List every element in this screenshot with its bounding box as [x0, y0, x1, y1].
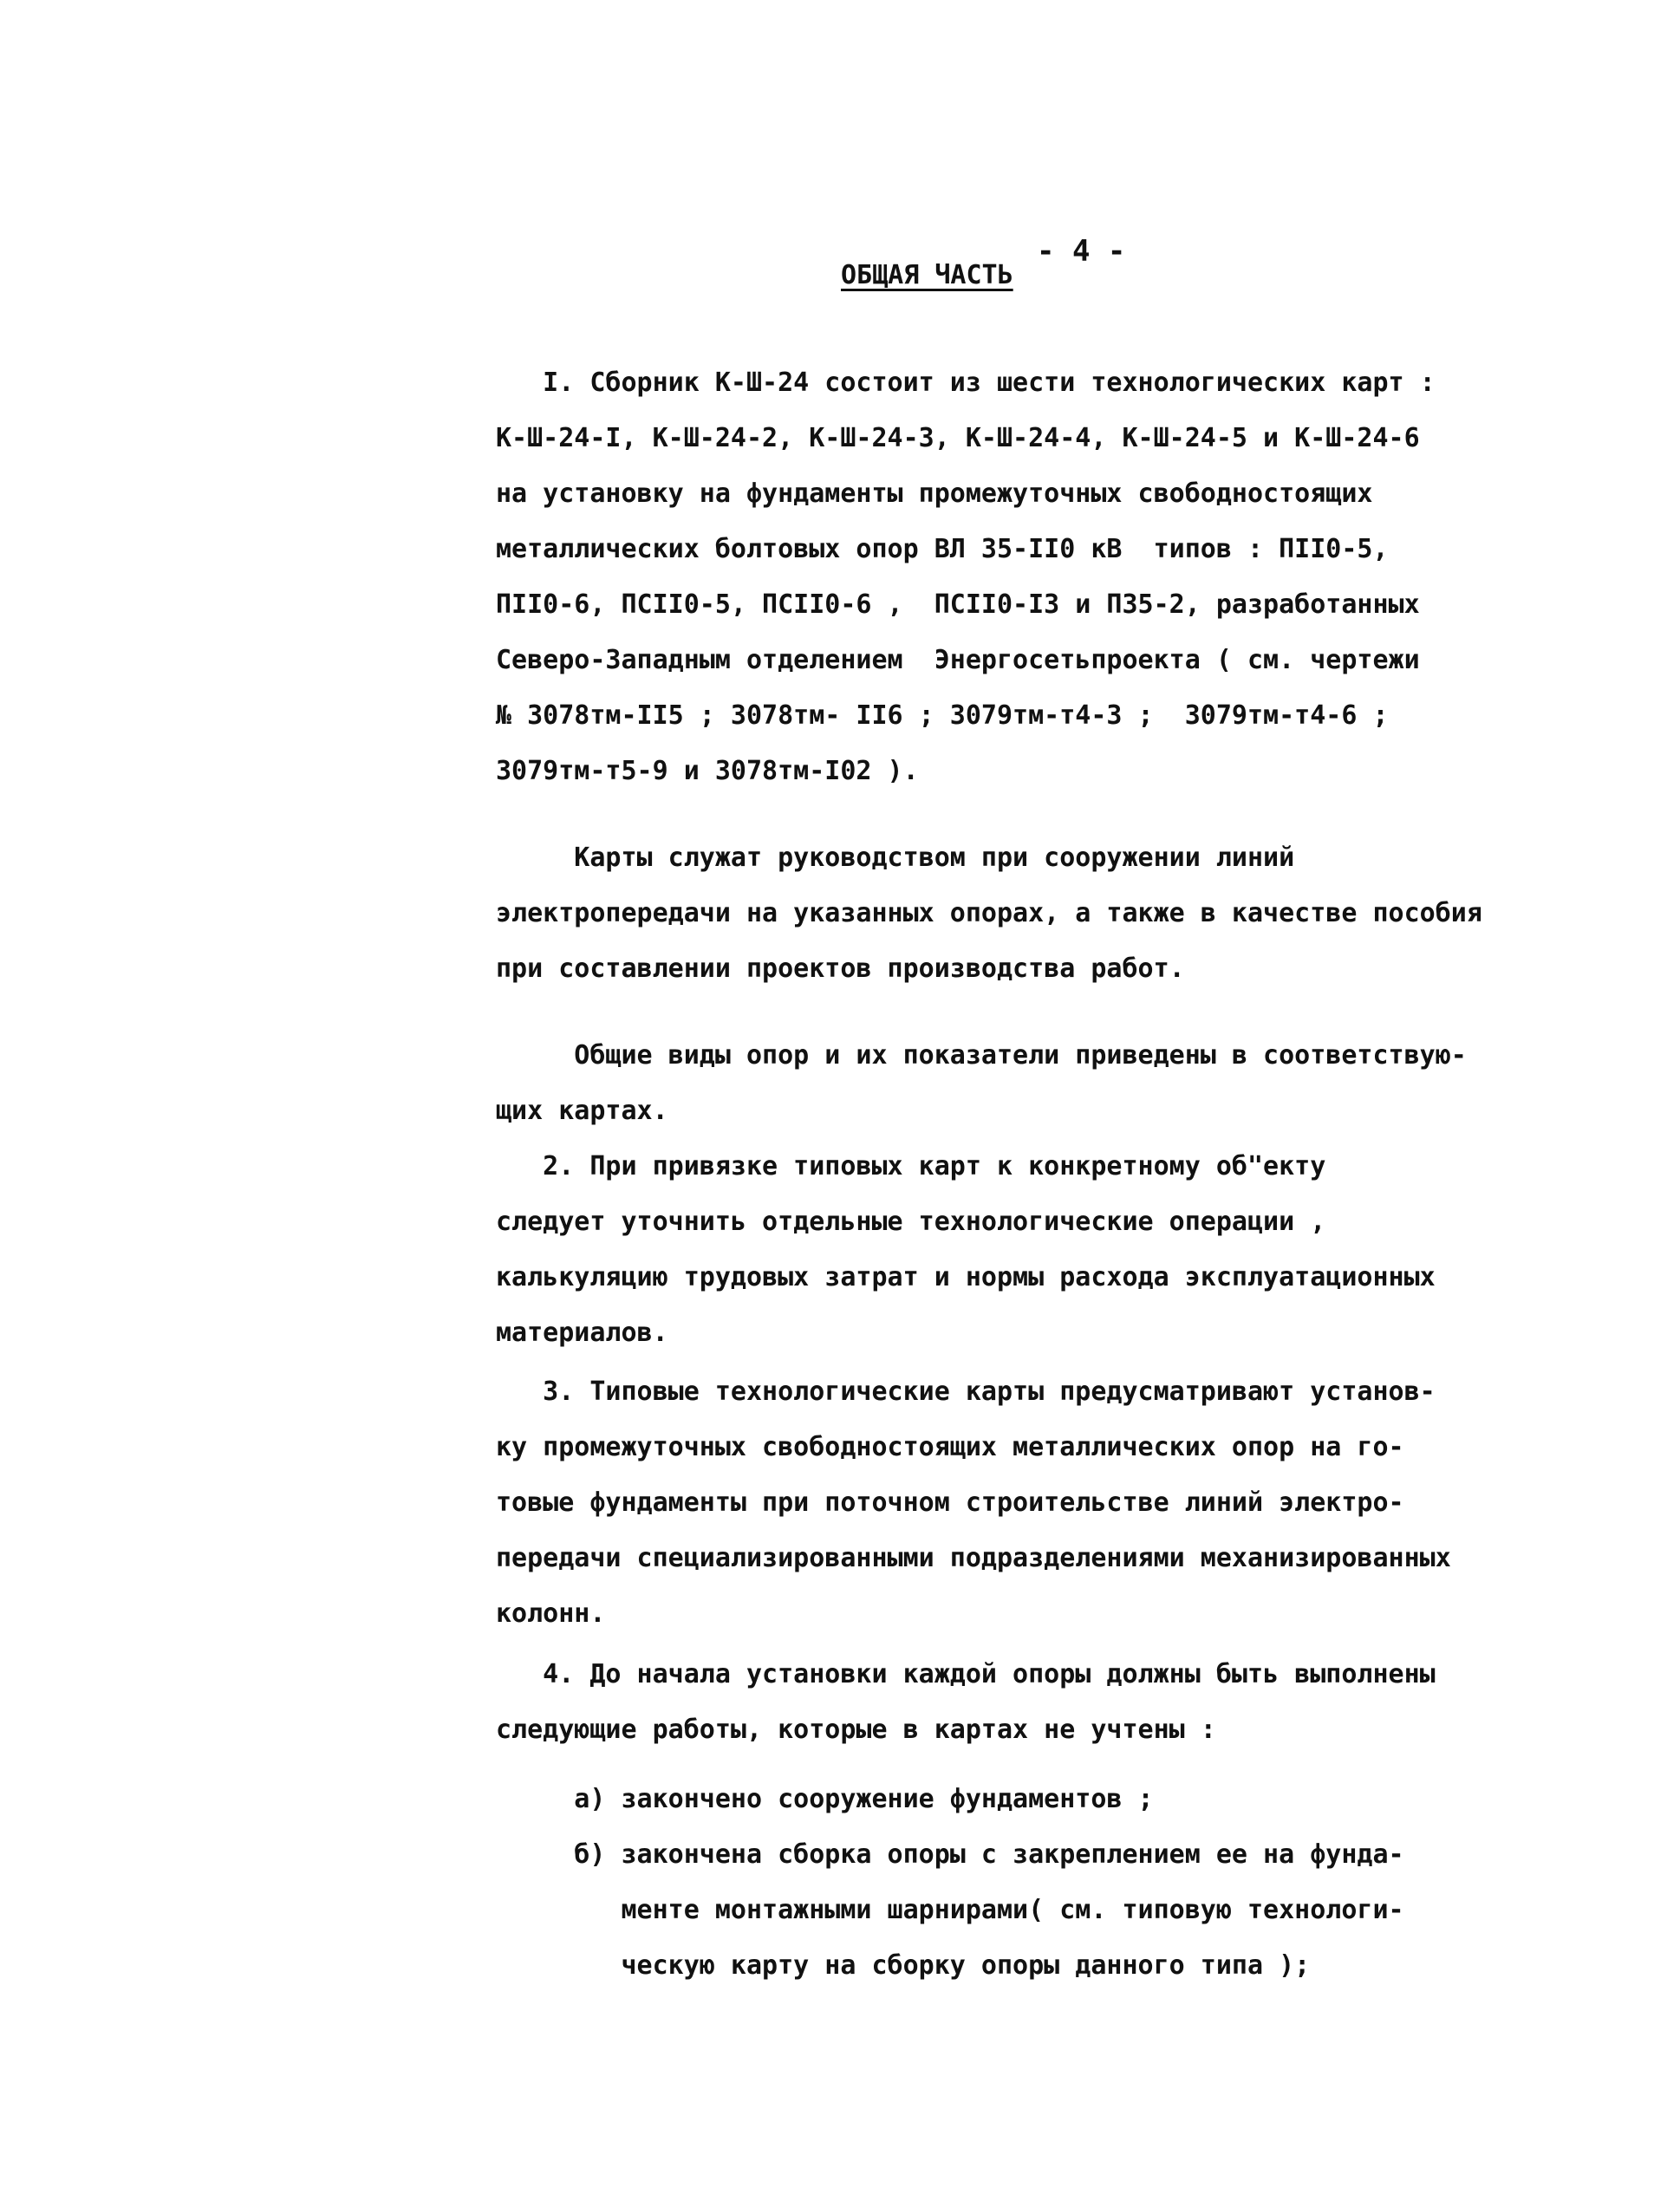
text-line: при составлении проектов производства работ. [496, 954, 1185, 984]
paragraph-6 [496, 1647, 1553, 1758]
text-line: товые фундаменты при поточном строительстве линий электро- [496, 1487, 1404, 1518]
text-line: 3. Типовые технологические карты предусматривают установ- [496, 1377, 1436, 1407]
text-line: следующие работы, которые в картах не учтены : [496, 1715, 1216, 1745]
text-line: на установку на фундаменты промежуточных свободностоящих [496, 478, 1373, 509]
text-line: ПII0-6, ПСII0-5, ПСII0-6 , ПСII0-I3 и П35-2, разработанных [496, 589, 1420, 620]
paragraph-5 [496, 1364, 1553, 1642]
paragraph-1 [496, 355, 1553, 799]
text-line: металлических болтовых опор ВЛ 35-II0 кВ типов : ПII0-5, [496, 534, 1389, 564]
page-number: - 4 - [1037, 234, 1126, 269]
text-line: Общие виды опор и их показатели приведены в соответствую- [496, 1040, 1467, 1071]
text-line: I. Сборник К-Ш-24 состоит из шести технологических карт : [496, 368, 1436, 398]
list-item-continuation: ческую карту на сборку опоры данного типа ); [496, 1950, 1311, 1981]
text-line: колонн. [496, 1598, 606, 1629]
list-item-continuation: менте монтажными шарнирами( см. типовую технологи- [496, 1895, 1404, 1925]
list-item: а) закончено сооружение фундаментов ; [496, 1784, 1154, 1814]
paragraph-3 [496, 1028, 1553, 1139]
text-line: 4. До начала установки каждой опоры должны быть выполнены [496, 1659, 1436, 1689]
section-title: ОБЩАЯ ЧАСТЬ [841, 260, 1013, 290]
text-line: передачи специализированными подразделениями механизированных [496, 1543, 1451, 1573]
text-line: калькуляцию трудовых затрат и нормы расхода эксплуатационных [496, 1262, 1436, 1292]
text-line: электропередачи на указанных опорах, а также в качестве пособия [496, 898, 1482, 928]
text-line: Северо-Западным отделением Энергосетьпроекта ( см. чертежи [496, 645, 1420, 675]
work-list [496, 1772, 1553, 1994]
text-line: К-Ш-24-I, К-Ш-24-2, К-Ш-24-3, К-Ш-24-4, К-Ш-24-5 и К-Ш-24-6 [496, 423, 1420, 453]
list-item: б) закончена сборка опоры с закреплением ее на фунда- [496, 1839, 1404, 1870]
text-line: ку промежуточных свободностоящих металлических опор на го- [496, 1432, 1404, 1462]
paragraph-4 [496, 1139, 1553, 1361]
text-line: Карты служат руководством при сооружении линий [496, 843, 1295, 873]
text-line: материалов. [496, 1318, 668, 1348]
paragraph-2 [496, 830, 1553, 997]
text-line: 3079тм-т5-9 и 3078тм-I02 ). [496, 756, 919, 786]
text-line: следует уточнить отдельные технологические операции , [496, 1207, 1326, 1237]
text-line: № 3078тм-II5 ; 3078тм- II6 ; 3079тм-т4-3 ; 3079тм-т4-6 ; [496, 700, 1389, 731]
text-line: щих картах. [496, 1096, 668, 1126]
text-line: 2. При привязке типовых карт к конкретному об"екту [496, 1151, 1326, 1181]
